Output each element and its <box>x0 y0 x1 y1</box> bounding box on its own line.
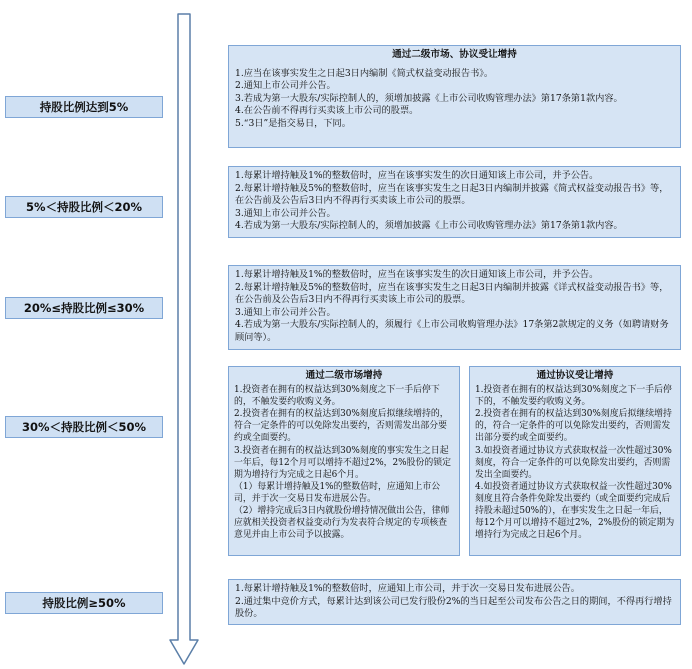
stage-label-30-50: 30%＜持股比例＜50% <box>5 416 163 438</box>
rule-line: 3.若成为第一大股东/实际控制人的，须增加披露《上市公司收购管理办法》第17条第1款内容。 <box>235 92 623 104</box>
box-title: 通过二级市场增持 <box>305 370 383 381</box>
box-title: 通过二级市场、协议受让增持 <box>392 49 517 60</box>
rules-box-5 <box>228 45 681 148</box>
rule-line: 4.若成为第一大股东/实际控制人的，须增加披露《上市公司收购管理办法》第17条第1款内容。 <box>235 220 623 232</box>
rule-line: 1.每累计增持触及1%的整数倍时，应通知上市公司，并于次一交易日发布进展公告。 <box>235 583 580 594</box>
rule-line: 2.每累计增持触及5%的整数倍时，应当在该事实发生之日起3日内编制并披露《简式权益变动报告书》等，在公告前及公告后3日内不得再行买卖该上市公司的股票。 <box>235 182 669 207</box>
stage-label-5: 持股比例达到5% <box>5 96 163 118</box>
rule-line: 2.每累计增持触及5%的整数倍时，应当在该事实发生之日起3日内编制并披露《详式权益变动报告书》等，在公告前及公告后3日内不得再行买卖该上市公司的股票。 <box>235 281 669 306</box>
rule-line: （1）每累计增持触及1%的整数倍时，应通知上市公司，并于次一交易日发布进展公告。 <box>234 481 441 504</box>
stage-label-5-20: 5%＜持股比例＜20% <box>5 196 163 218</box>
rule-line: 2.通过集中竞价方式，每累计达到该公司已发行股份2%的当日起至公司发布公告之日的期间，不得再行增持股份。 <box>235 595 672 620</box>
stage-label-20-30: 20%≤持股比例≤30% <box>5 297 163 319</box>
rule-line: 2.投资者在拥有的权益达到30%刻度后拟继续增持的，符合一定条件的可以免除发出要约，否则需发出部分要约或全面要约。 <box>234 409 449 444</box>
rule-line: 2.通知上市公司并公告。 <box>235 80 336 92</box>
rule-line: （2）增持完成后3日内就股份增持情况做出公告，律师应就相关投资者权益变动行为发表符合规定的专项核查意见并由上市公司予以披露。 <box>234 506 450 541</box>
rule-line: 3.投资者在拥有的权益达到30%刻度的事实发生之日起一年后，每12个月可以增持不超过2%，2%股份的锁定期为增持行为完成之日起6个月。 <box>234 445 451 480</box>
rule-line: 1.投资者在拥有的权益达到30%刻度之下一手后停下的，不触发要约收购义务。 <box>475 385 672 408</box>
rule-line: 1.投资者在拥有的权益达到30%刻度之下一手后停下的，不触发要约收购义务。 <box>234 385 440 408</box>
rules-box-30-50-agreement <box>469 366 681 556</box>
rule-line: 4.在公告前不得再行买卖该上市公司的股票。 <box>235 105 419 117</box>
rule-line: 5.“3日”是指交易日，下同。 <box>235 117 351 129</box>
rules-box-5-20 <box>228 166 681 238</box>
rule-line: 1.每累计增持触及1%的整数倍时，应当在该事实发生的次日通知该上市公司，并予公告。 <box>235 170 599 181</box>
rule-line: 1.应当在该事实发生之日起3日内编制《简式权益变动报告书》。 <box>235 67 494 79</box>
rule-line: 1.每累计增持触及1%的整数倍时，应当在该事实发生的次日通知该上市公司，并予公告。 <box>235 269 599 280</box>
rule-line: 3.通知上市公司并公告。 <box>235 207 336 219</box>
rule-line: 2.投资者在拥有的权益达到30%刻度后拟继续增持的，符合一定条件的可以免除发出要约，否则需发出部分要约或全面要约。 <box>475 409 672 444</box>
rules-box-20-30 <box>228 265 681 350</box>
rules-box-50 <box>228 579 681 625</box>
rules-box-30-50-market <box>228 366 460 556</box>
rule-line: 3.如投资者通过协议方式获取权益一次性超过30%刻度，符合一定条件的可以免除发出要约，否则需发出全面要约。 <box>475 445 672 480</box>
rule-line: 4.若成为第一大股东/实际控制人的，须履行《上市公司收购管理办法》17条第2款规定的义务（如聘请财务顾问等）。 <box>235 319 669 343</box>
box-title: 通过协议受让增持 <box>536 370 614 381</box>
stage-label-50: 持股比例≥50% <box>5 592 163 614</box>
rule-line: 4.如投资者通过协议方式获取权益一次性超过30%刻度且符合条件免除发出要约（或全面要约完成后持股未超过50%的），在事实发生之日起一年后，每12个月可以增持不超过2%，2%股份的锁定期为增持行为完成之日起6个月。 <box>475 481 675 541</box>
down-arrow-icon <box>170 14 198 664</box>
rule-line: 3.通知上市公司并公告。 <box>235 306 336 318</box>
